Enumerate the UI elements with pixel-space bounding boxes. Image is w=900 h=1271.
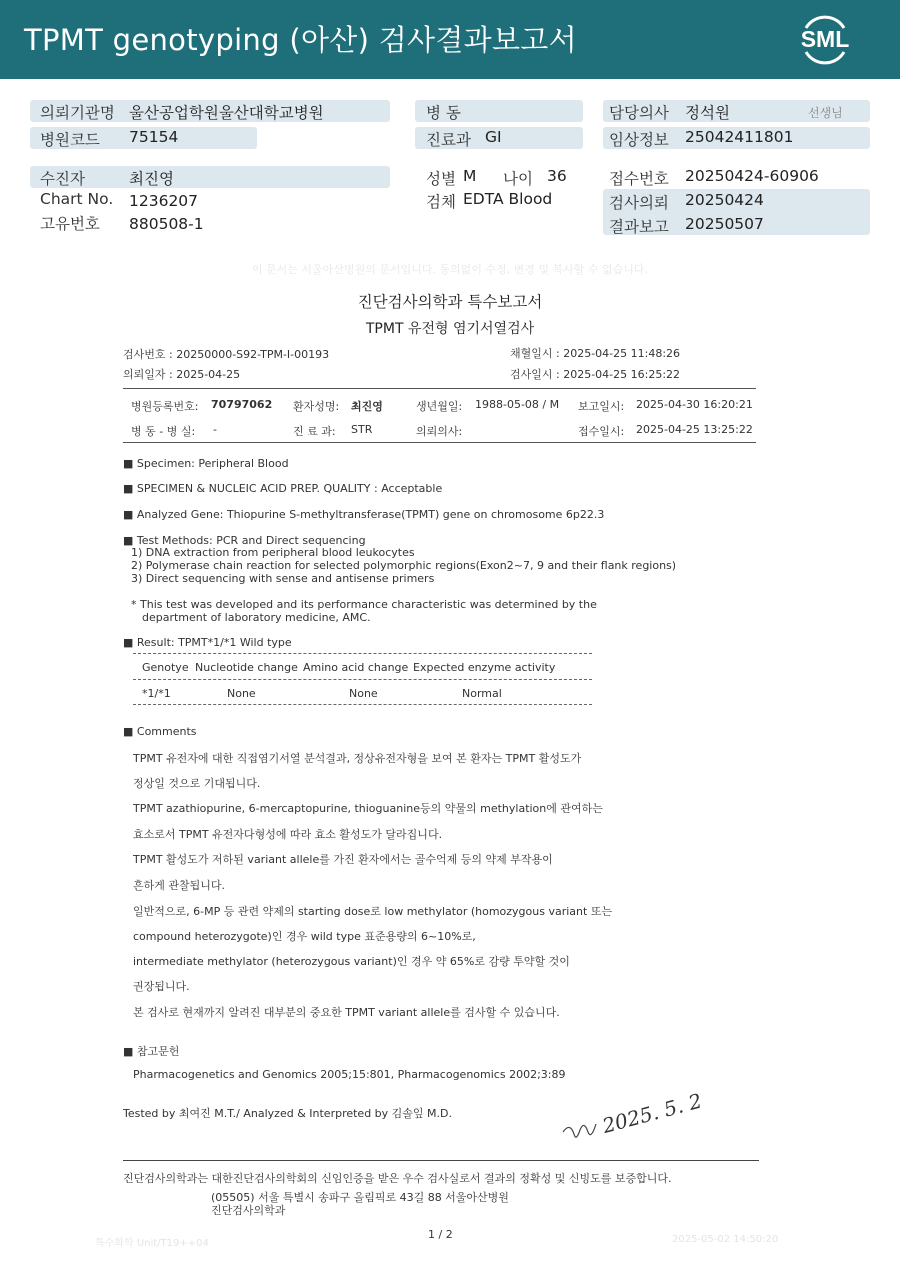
- sml-logo: [796, 12, 854, 68]
- receipt-value: 20250424-60906: [685, 167, 819, 185]
- dept-label: 진 료 과:: [293, 425, 336, 438]
- test-number: 검사번호 : 20250000-S92-TPM-I-00193: [123, 348, 330, 361]
- comment-line: 본 검사로 현재까지 알려진 대부분의 중요한 TPMT variant allele를 검사할 수 있습니다.: [133, 1006, 560, 1019]
- exam-date: 검사일시 : 2025-04-25 16:25:22: [510, 368, 681, 381]
- comment-line: TPMT 유전자에 대한 직접염기서열 분석결과, 정상유전자형을 보여 본 환자는 TPMT 활성도가: [133, 752, 582, 765]
- table-top-rule: [133, 653, 592, 654]
- age-value: 36: [547, 167, 567, 185]
- reqdoc-label: 의뢰의사:: [416, 425, 463, 438]
- birth-label: 생년월일:: [416, 400, 463, 413]
- comment-line: 권장됩니다.: [133, 980, 190, 993]
- comment-line: TPMT azathiopurine, 6-mercaptopurine, thioguanine등의 약물의 methylation에 관여하는: [133, 802, 603, 815]
- hospcode-value: 75154: [129, 128, 179, 146]
- table-cell-amino: None: [349, 687, 378, 700]
- department-name: 진단검사의학과: [211, 1204, 286, 1217]
- sex-label: 성별: [426, 170, 456, 188]
- report-time-value: 2025-04-30 16:20:21: [636, 398, 753, 411]
- comment-line: 정상일 것으로 기대됩니다.: [133, 777, 261, 790]
- chart-value: 1236207: [129, 192, 199, 210]
- references-title: ■ 참고문헌: [123, 1045, 180, 1058]
- comments-title: ■ Comments: [123, 725, 197, 738]
- hospcode-label: 병원코드: [40, 131, 100, 149]
- chart-label: Chart No.: [40, 190, 114, 208]
- note-line-2: department of laboratory medicine, AMC.: [142, 611, 371, 624]
- dept-value: GI: [485, 128, 502, 146]
- comment-line: 흔하게 관찰됩니다.: [133, 879, 226, 892]
- report-title: TPMT genotyping (아산) 검사결과보고서: [24, 23, 577, 57]
- patient-label: 수진자: [40, 170, 85, 188]
- references-text: Pharmacogenetics and Genomics 2005;15:801, Pharmacogenomics 2002;3:89: [133, 1068, 566, 1081]
- quality-line: ■ SPECIMEN & NUCLEIC ACID PREP. QUALITY : Acceptable: [123, 482, 443, 495]
- footer-unit: 특수화학 Unit/T19++04: [95, 1238, 209, 1249]
- doctor-suffix: 선생님: [808, 106, 843, 120]
- comment-line: intermediate methylator (heterozygous variant)인 경우 약 65%로 감량 투약할 것이: [133, 955, 570, 968]
- hospital-label: 의뢰기관명: [40, 104, 115, 122]
- sex-value: M: [463, 167, 477, 185]
- receipt-label: 접수번호: [609, 170, 669, 188]
- footer-timestamp: 2025-05-02 14:50:20: [672, 1234, 779, 1245]
- result-line: ■ Result: TPMT*1/*1 Wild type: [123, 636, 292, 649]
- request-date: 의뢰일자 : 2025-04-25: [123, 368, 241, 381]
- method-1: 1) DNA extraction from peripheral blood leukocytes: [131, 546, 415, 559]
- watermark-text: 이 문서는 서울아산병원의 문서입니다. 동의없이 수정, 변경 및 복사할 수 없습니다.: [251, 263, 649, 276]
- table-header-enzyme: Expected enzyme activity: [413, 661, 556, 674]
- tested-by: Tested by 최여진 M.T./ Analyzed & Interpreted by 김솔잎 M.D.: [123, 1107, 452, 1120]
- recv-time-value: 2025-04-25 13:25:22: [636, 423, 753, 436]
- gene-line: ■ Analyzed Gene: Thiopurine S-methyltransferase(TPMT) gene on chromosome 6p22.3: [123, 508, 605, 521]
- clinical-value: 25042411801: [685, 128, 794, 146]
- method-3: 3) Direct sequencing with sense and antisense primers: [131, 572, 435, 585]
- method-2: 2) Polymerase chain reaction for selected polymorphic regions(Exon2~7, 9 and their flank regions): [131, 559, 677, 572]
- comment-line: TPMT 활성도가 저하된 variant allele를 가진 환자에서는 골수억제 등의 약제 부작용이: [133, 853, 553, 866]
- table-mid-rule: [133, 679, 592, 680]
- ward-room-label: 병 동 - 병 실:: [131, 425, 196, 438]
- methods-line: ■ Test Methods: PCR and Direct sequencing: [123, 534, 366, 547]
- certification: 진단검사의학과는 대한진단검사의학회의 신임인증을 받은 우수 검사실로서 결과의 정확성 및 신빙도를 보증합니다.: [123, 1172, 672, 1185]
- hospital-value: 울산공업학원울산대학교병원: [129, 104, 324, 122]
- address: (05505) 서울 특별시 송파구 올림픽로 43길 88 서울아산병원: [211, 1191, 509, 1204]
- dept-label: 진료과: [426, 131, 471, 149]
- specimen-line: ■ Specimen: Peripheral Blood: [123, 457, 289, 470]
- recv-time-label: 접수일시:: [578, 425, 625, 438]
- collect-date: 채혈일시 : 2025-04-25 11:48:26: [510, 347, 681, 360]
- table-cell-nucleotide: None: [227, 687, 256, 700]
- birth-value: 1988-05-08 / M: [475, 398, 560, 411]
- name-value: 최진영: [351, 400, 383, 413]
- reg-label: 병원등록번호:: [131, 400, 199, 413]
- divider: [123, 388, 756, 389]
- specimen-value: EDTA Blood: [463, 190, 553, 208]
- report-subheading: TPMT 유전형 염기서열검사: [365, 321, 535, 337]
- table-header-genotype: Genotye: [142, 661, 189, 674]
- table-bottom-rule: [133, 704, 592, 705]
- doctor-label: 담당의사: [609, 104, 669, 122]
- report-time-label: 보고일시:: [578, 400, 625, 413]
- uid-label: 고유번호: [40, 215, 100, 233]
- page-number: 1 / 2: [428, 1228, 453, 1241]
- footer-rule: [123, 1160, 759, 1161]
- ward-label: 병 동: [426, 104, 461, 122]
- note-line-1: * This test was developed and its performance characteristic was determined by the: [131, 598, 597, 611]
- reg-value: 70797062: [211, 398, 273, 411]
- table-header-amino: Amino acid change: [303, 661, 409, 674]
- signature-date: 2025. 5. 2: [599, 1088, 705, 1138]
- uid-value: 880508-1: [129, 215, 204, 233]
- age-label: 나이: [503, 170, 533, 188]
- specimen-label: 검체: [426, 193, 456, 211]
- table-cell-genotype: *1/*1: [142, 687, 171, 700]
- comment-line: 효소로서 TPMT 유전자다형성에 따라 효소 활성도가 달라집니다.: [133, 828, 443, 841]
- comment-line: 일반적으로, 6-MP 등 관련 약제의 starting dose로 low methylator (homozygous variant 또는: [133, 905, 613, 918]
- report-heading: 진단검사의학과 특수보고서: [357, 293, 543, 311]
- comment-line: compound heterozygote)인 경우 wild type 표준용량의 6~10%로,: [133, 930, 476, 943]
- header-banner: [0, 0, 900, 79]
- logo-text: SML: [800, 26, 850, 52]
- dept-value: STR: [351, 423, 373, 436]
- ward-room-value: -: [213, 423, 217, 436]
- table-header-nucleotide: Nucleotide change: [195, 661, 298, 674]
- result-date-value: 20250507: [685, 215, 764, 233]
- doctor-value: 정석원: [685, 104, 730, 122]
- patient-value: 최진영: [129, 170, 174, 188]
- signature-scribble-icon: [560, 1112, 600, 1146]
- clinical-label: 임상정보: [609, 131, 669, 149]
- name-label: 환자성명:: [293, 400, 340, 413]
- request-value: 20250424: [685, 191, 764, 209]
- divider: [123, 442, 756, 443]
- result-date-label: 결과보고: [609, 218, 669, 236]
- request-label: 검사의뢰: [609, 194, 669, 212]
- table-cell-enzyme: Normal: [462, 687, 502, 700]
